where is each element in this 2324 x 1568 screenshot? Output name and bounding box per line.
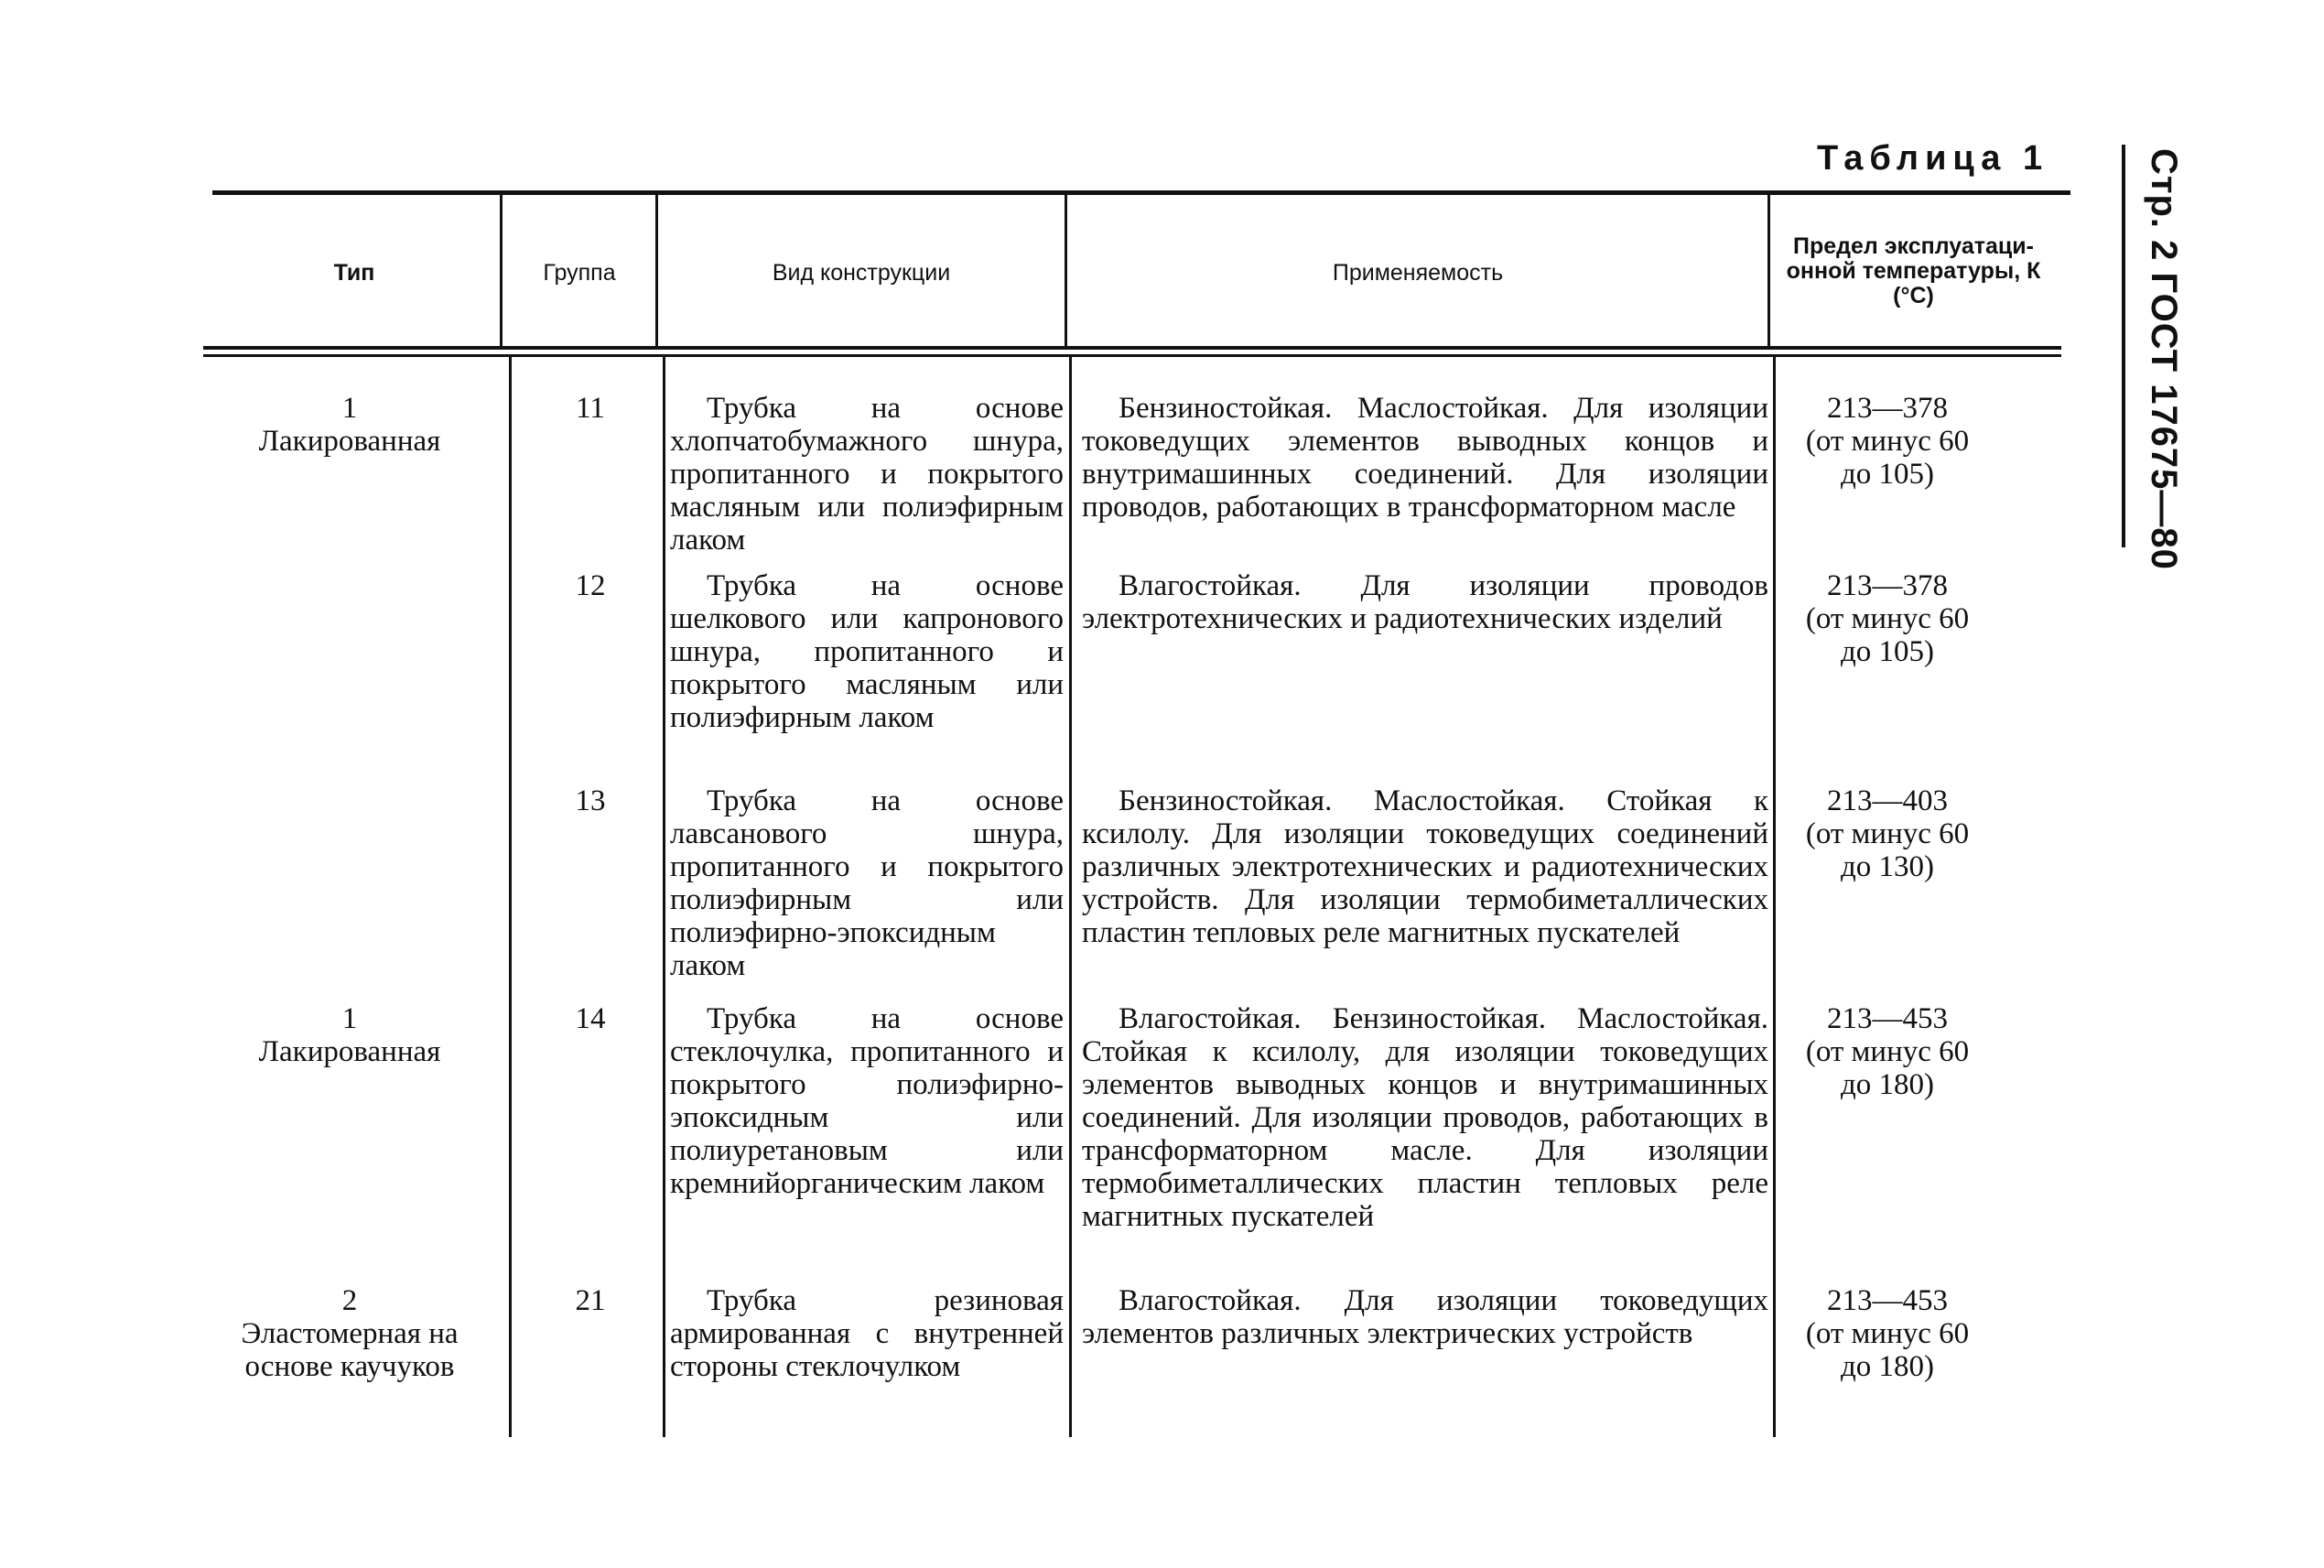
- cell-temperature: 213—403 (от минус 60 до 130): [1805, 784, 1970, 883]
- header-applicability: Применяемость: [1332, 260, 1504, 286]
- cell-group: 21: [575, 1284, 606, 1317]
- cell-type: 1 Лакированная: [258, 392, 441, 458]
- cell-applicability: Влагостойкая. Для изоляции проводов электротехнических и радиотехнических изделий: [1082, 569, 1768, 635]
- header-temperature: Предел эксплуатаци-онной температуры, К (°С): [1786, 233, 2041, 308]
- cell-group: 13: [575, 784, 606, 817]
- cell-type: 1 Лакированная: [258, 1002, 441, 1068]
- top-rule: [212, 190, 2070, 195]
- cell-construction: Трубка резиновая армированная с внутренней стороны стеклочулком: [670, 1284, 1064, 1383]
- cell-applicability: Влагостойкая. Для изоляции токоведущих элементов различных электрических устройств: [1082, 1284, 1768, 1350]
- cell-construction: Трубка на основе хлопчатобумажного шнура, пропитанного и покрытого масляным или полиэфирным лаком: [670, 392, 1064, 557]
- cell-type: 2 Эластомерная на основе каучуков: [241, 1284, 459, 1383]
- header-rule-1: [203, 346, 2061, 350]
- cell-temperature: 213—378 (от минус 60 до 105): [1805, 569, 1970, 668]
- running-page-header-text: Стр. 2 ГОСТ 17675—80: [2144, 148, 2184, 570]
- cell-group: 11: [576, 392, 605, 425]
- cell-applicability: Бензиностойкая. Маслостойкая. Для изоляции токоведущих элементов выводных концов и внутримашинных соединений. Для изоляции проводов, работающих в трансформаторном масле: [1082, 392, 1768, 524]
- running-page-header: [2133, 148, 2188, 570]
- column-divider: [1773, 357, 1776, 1437]
- cell-applicability: Бензиностойкая. Маслостойкая. Стойкая к ксилолу. Для изоляции токоведущих соединений различных электротехнических и радиотехнических устройств. Для изоляции термобиметаллических пластин тепловых реле магнитных пускателей: [1082, 784, 1768, 949]
- cell-temperature: 213—378 (от минус 60 до 105): [1805, 392, 1970, 491]
- header-type: Тип: [333, 260, 375, 286]
- cell-group: 12: [575, 569, 606, 602]
- header-divider: [500, 195, 503, 349]
- cell-group: 14: [575, 1002, 606, 1035]
- cell-construction: Трубка на основе стеклочулка, пропитанного и покрытого полиэфирно-эпоксидным или полиуретановым или кремнийорганическим лаком: [670, 1002, 1064, 1200]
- header-rule-2: [203, 354, 2061, 357]
- table-caption: Таблица 1: [1817, 139, 2049, 178]
- cell-construction: Трубка на основе лавсанового шнура, пропитанного и покрытого полиэфирным или полиэфирно-эпоксидным лаком: [670, 784, 1064, 982]
- cell-temperature: 213—453 (от минус 60 до 180): [1805, 1284, 1970, 1383]
- cell-construction: Трубка на основе шелкового или капронового шнура, пропитанного и покрытого масляным или полиэфирным лаком: [670, 569, 1064, 734]
- column-divider: [509, 357, 512, 1437]
- header-divider: [1065, 195, 1067, 349]
- column-divider: [663, 357, 665, 1437]
- header-divider: [655, 195, 658, 349]
- header-group: Группа: [543, 260, 616, 286]
- cell-temperature: 213—453 (от минус 60 до 180): [1805, 1002, 1970, 1101]
- cell-applicability: Влагостойкая. Бензиностойкая. Маслостойкая. Стойкая к ксилолу, для изоляции токоведущих элементов выводных концов и внутримашинных соединений. Для изоляции проводов, работающих в трансформаторном масле. Для изоляции термобиметаллических пластин тепловых реле магнитных пускателей: [1082, 1002, 1768, 1233]
- header-construction: Вид конструкции: [772, 260, 951, 286]
- header-divider: [1767, 195, 1770, 349]
- side-rule: [2122, 145, 2125, 547]
- column-divider: [1069, 357, 1072, 1437]
